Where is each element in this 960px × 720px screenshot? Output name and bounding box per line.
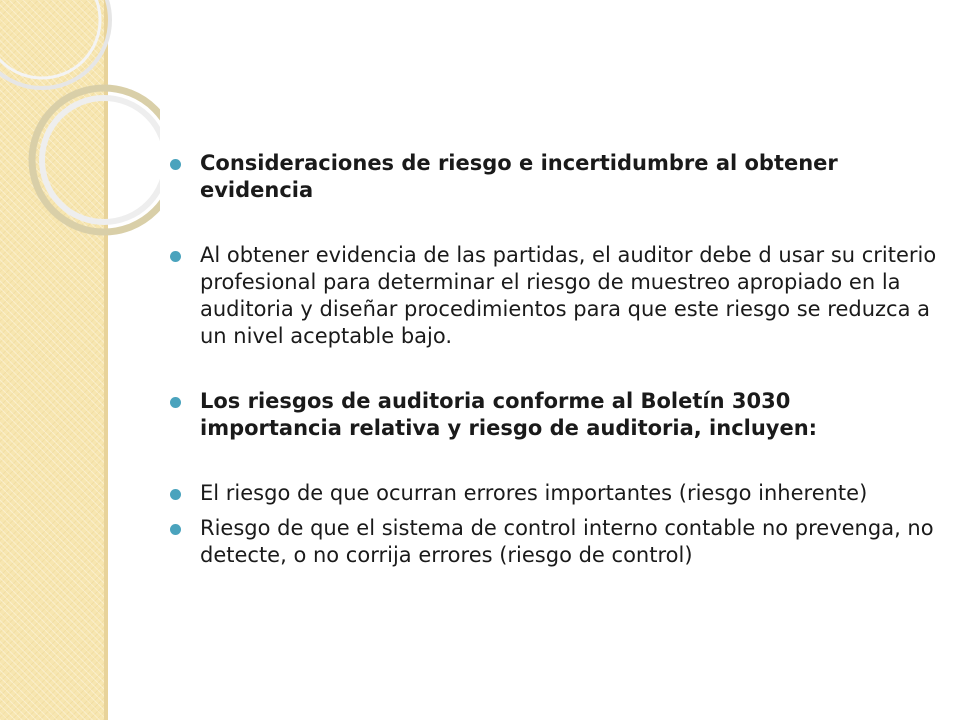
ring-mid-inner bbox=[42, 98, 160, 222]
bullet-dot-icon bbox=[170, 251, 181, 262]
bullet-item-2 bbox=[168, 242, 938, 350]
bullet-text: Al obtener evidencia de las partidas, el auditor debe d usar su criterio profesional para determinar el riesgo de muestreo apropiado en la auditoria y diseñar procedimientos para que este riesgo se reduzca a un nivel aceptable bajo. bbox=[200, 243, 937, 348]
bullet-item-1 bbox=[168, 150, 938, 204]
bullet-list bbox=[168, 150, 938, 569]
decorative-rings bbox=[0, 0, 160, 260]
bullet-text: El riesgo de que ocurran errores importantes (riesgo inherente) bbox=[200, 481, 868, 505]
bullet-dot-icon bbox=[170, 524, 181, 535]
bullet-text: Riesgo de que el sistema de control interno contable no prevenga, no detecte, o no corrija errores (riesgo de control) bbox=[200, 516, 934, 567]
ring-top-inner bbox=[0, 0, 100, 78]
bullet-text: Consideraciones de riesgo e incertidumbre al obtener evidencia bbox=[200, 151, 838, 202]
bullet-item-3 bbox=[168, 388, 938, 442]
bullet-item-4 bbox=[168, 480, 938, 507]
bullet-dot-icon bbox=[170, 159, 181, 170]
bullet-text: Los riesgos de auditoria conforme al Boletín 3030 importancia relativa y riesgo de auditoria, incluyen: bbox=[200, 389, 818, 440]
bullet-dot-icon bbox=[170, 489, 181, 500]
bullet-dot-icon bbox=[170, 397, 181, 408]
bullet-item-5 bbox=[168, 515, 938, 569]
